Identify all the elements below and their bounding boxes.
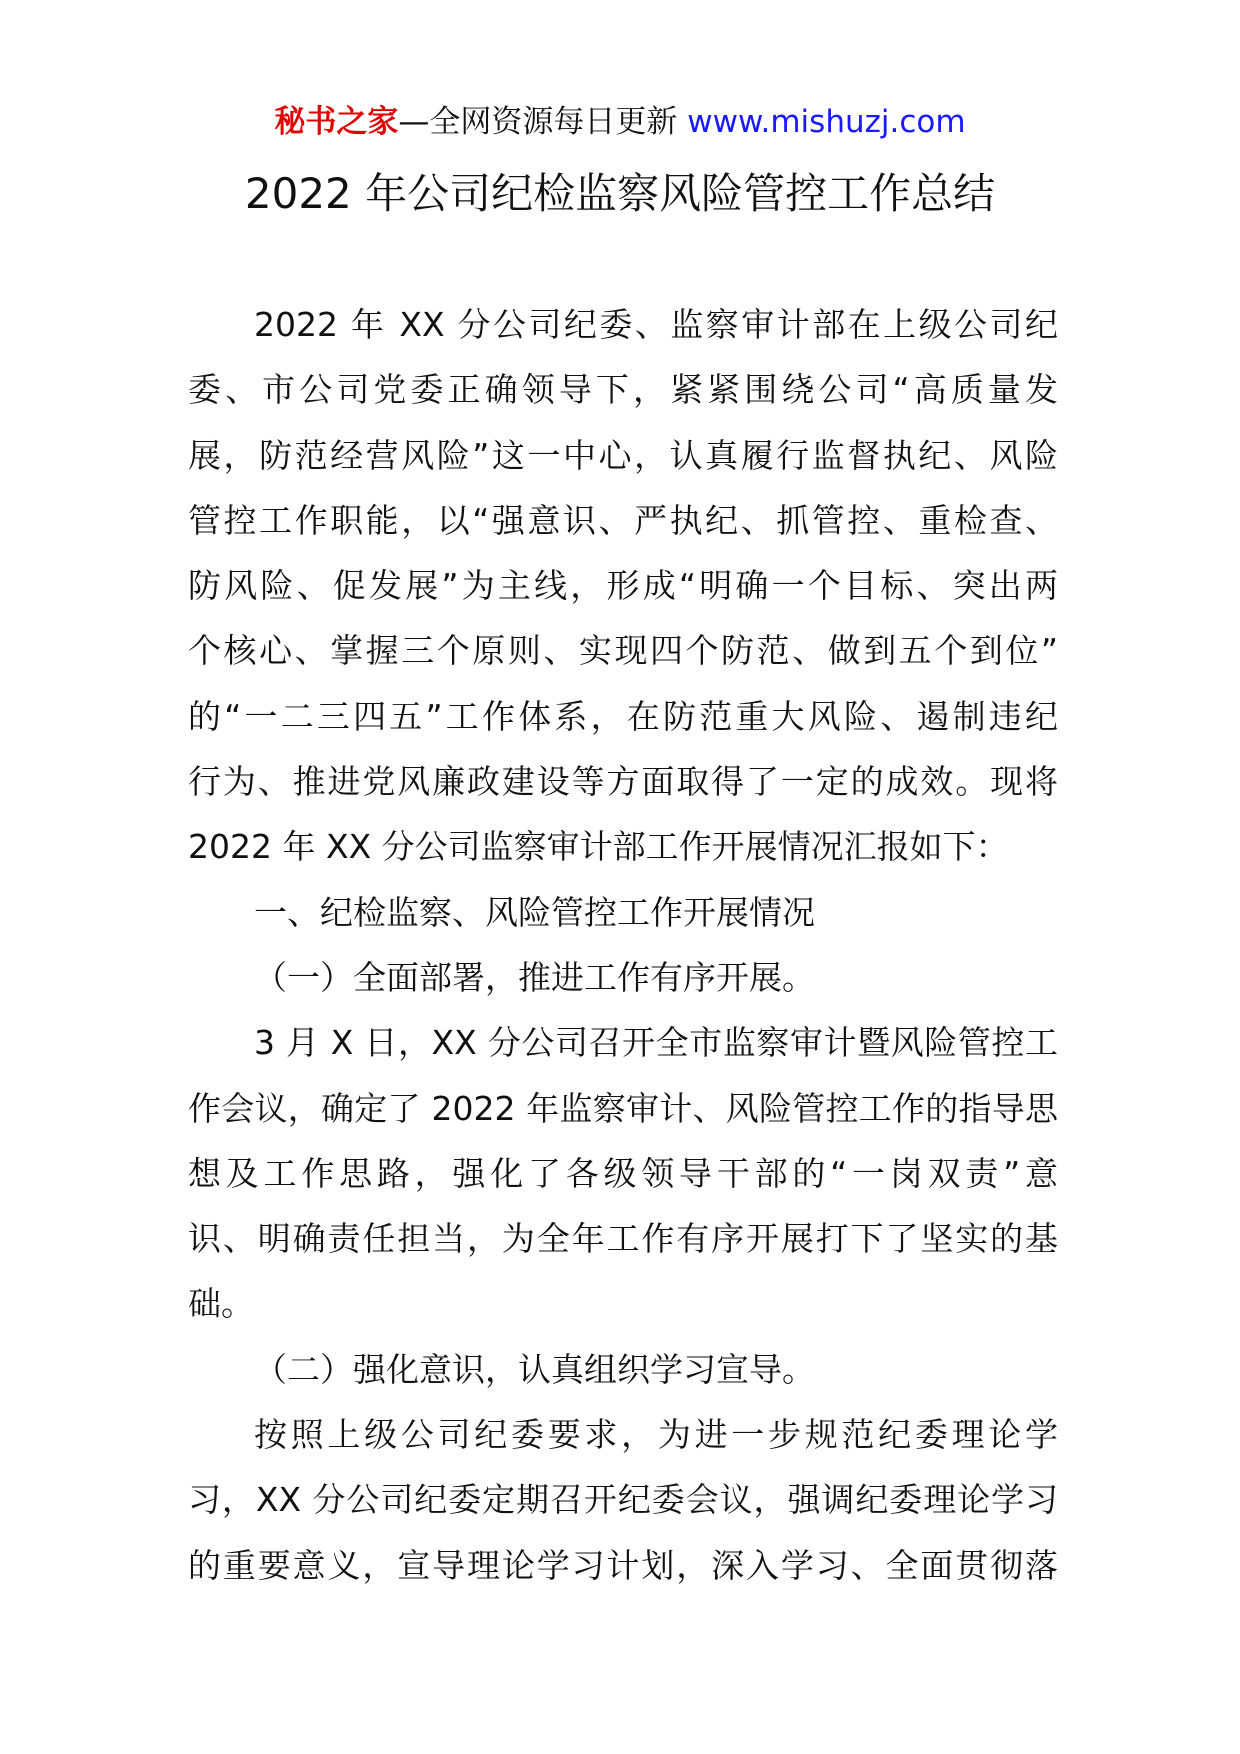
site-header <box>0 102 1240 142</box>
paragraph-line: 展，防范经营风险”这一中心，认真履行监督执纪、风险 <box>188 435 1058 475</box>
header-slogan: —全网资源每日更新 <box>398 104 688 140</box>
paragraph-line: 识、明确责任担当，为全年工作有序开展打下了坚实的基 <box>188 1219 1058 1259</box>
paragraph-line: 础。 <box>188 1284 254 1324</box>
brand-name: 秘书之家 <box>274 104 399 140</box>
paragraph-line: 作会议，确定了 2022 年监察审计、风险管控工作的指导思 <box>188 1088 1058 1128</box>
document-title: 2022 年公司纪检监察风险管控工作总结 <box>244 169 996 218</box>
paragraph-line: 的重要意义，宣导理论学习计划，深入学习、全面贯彻落 <box>188 1545 1058 1585</box>
paragraph-line: 2022 年 XX 分公司纪委、监察审计部在上级公司纪 <box>254 305 1058 344</box>
paragraph-line: 委、市公司党委正确领导下，紧紧围绕公司“高质量发 <box>188 370 1058 410</box>
subsection-heading: （二）强化意识，认真组织学习宣导。 <box>254 1349 815 1389</box>
paragraph-line: 行为、推进党风廉政建设等方面取得了一定的成效。现将 <box>188 762 1058 802</box>
paragraph-line: 管控工作职能，以“强意识、严执纪、抓管控、重检查、 <box>188 500 1058 540</box>
paragraph-line: 防风险、促发展”为主线，形成“明确一个目标、突出两 <box>188 566 1058 606</box>
document-body <box>188 292 1058 1598</box>
paragraph-line: 个核心、掌握三个原则、实现四个防范、做到五个到位” <box>188 631 1058 671</box>
section-heading: 一、纪检监察、风险管控工作开展情况 <box>254 892 815 932</box>
paragraph-line: 按照上级公司纪委要求，为进一步规范纪委理论学 <box>254 1415 1058 1455</box>
site-url-link[interactable]: www.mishuzj.com <box>687 104 966 140</box>
paragraph-line: 习，XX 分公司纪委定期召开纪委会议，强调纪委理论学习 <box>188 1480 1058 1520</box>
paragraph-line: 的“一二三四五”工作体系，在防范重大风险、遏制违纪 <box>188 696 1058 736</box>
paragraph-line: 2022 年 XX 分公司监察审计部工作开展情况汇报如下： <box>188 827 1009 867</box>
paragraph-line: 想及工作思路，强化了各级领导干部的“一岗双责”意 <box>188 1153 1058 1193</box>
subsection-heading: （一）全面部署，推进工作有序开展。 <box>254 957 815 997</box>
paragraph-line: 3 月 X 日，XX 分公司召开全市监察审计暨风险管控工 <box>254 1023 1058 1063</box>
